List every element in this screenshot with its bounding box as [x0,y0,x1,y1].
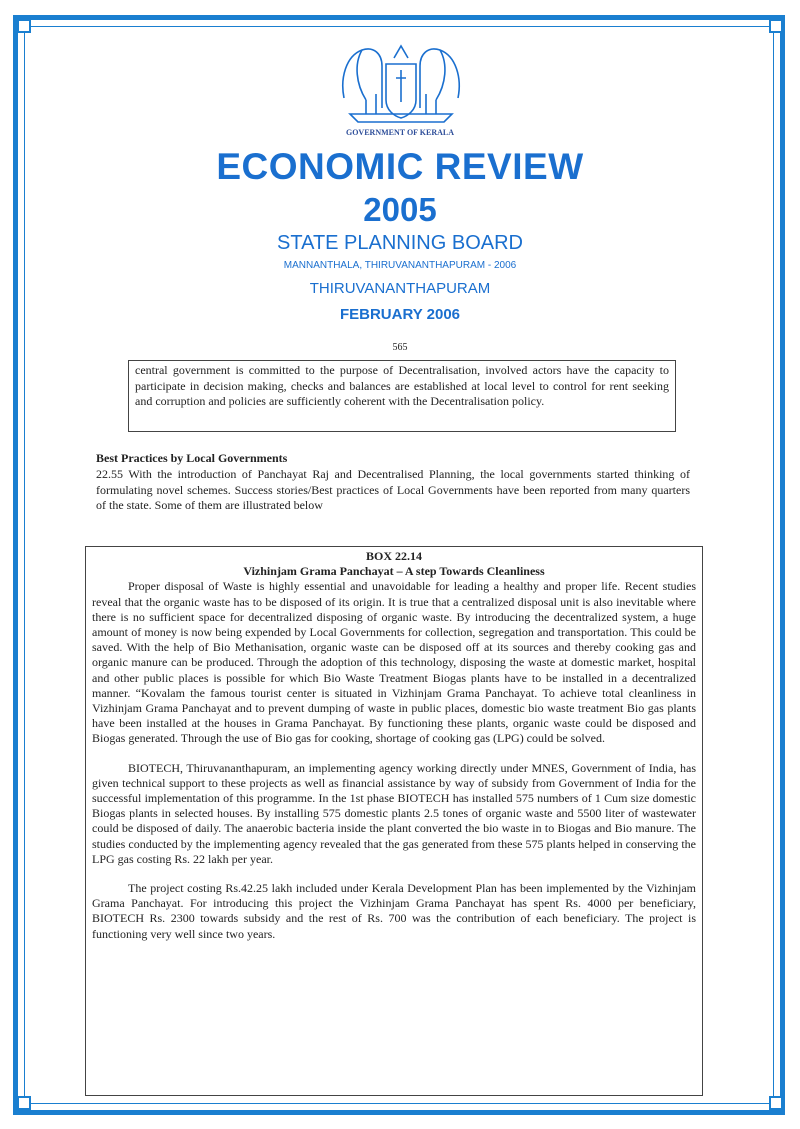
section-heading: Best Practices by Local Governments [96,451,288,465]
government-name: GOVERNMENT OF KERALA [345,128,454,137]
section-paragraph: 22.55 With the introduction of Panchayat Raj and Decentralised Planning, the local governments started thinking of formulating novel schemes. Success stories/Best practices of Local Governments have been reported from many quarters of the state. Some of them are illustrated below [96,467,690,512]
corner-ornament-bottom-right [769,1096,783,1110]
case-study-box [85,546,703,1096]
kerala-emblem-icon [336,38,466,124]
corner-ornament-bottom-left [17,1096,31,1110]
box-label: BOX 22.14 [365,549,422,563]
page-number: 565 [392,342,408,353]
box-paragraph: Proper disposal of Waste is highly essential and unavoidable for leading a healthy and proper life. Recent studies reveal that the organic waste has to be disposed of its origin. It is true that a centralized disposal unit is also inevitable where there is no sufficient space for decentralized disposing of organic waste. By introducing the decentralized system, a huge amount of money is now being expended by Local Governments for collection, segregation and transportation. This could be saved. With the help of Bio Methanisation, organic waste can be disposed off at its sources and thereby cooking gas and organic manure can be produced. Through the adoption of this technology, disposing the waste at domestic market, hospital and other public places is possible for which Bio Waste Treatment Biogas plants have to be installed in a decentralized manner. “Kovalam the famous tourist center is situated in Vizhinjam Grama Panchayat. To achieve total cleanliness in Vizhinjam Grama Panchayat and to prevent dumping of waste in public places, domestic bio waste treatment Bio gas plants have been installed at the houses in Grama Panchayat. By functioning these plants, organic waste could be disposed and Biogas generated. Through the use of Bio gas for cooking, shortage of cooking gas (LPG) could be solved. [92,579,696,746]
box-paragraph: BIOTECH, Thiruvananthapuram, an implementing agency working directly under MNES, Government of India, has given technical support to these projects as well as financial assistance by way of subsidy from Government of India for the successful implementation of this programme. In the 1st phase BIOTECH has installed 575 numbers of 1 Cum size domestic Biogas plants in selected houses. By installing 575 domestic plants 2.5 tones of organic waste and 5500 liter of wastewater could be disposed of daily. The anaerobic bacteria inside the plant converted the bio waste in to Biogas and Bio manure. The studies conducted by the implementing agency revealed that the gas generated from these 575 plants helped in conserving the LPG gas costing Rs. 22 lakh per year. [92,760,696,866]
box-title: Vizhinjam Grama Panchayat – A step Towards Cleanliness [243,564,545,579]
quote-box: central government is committed to the purpose of Decentralisation, involved actors have the capacity to participate in decision making, checks and balances are established at local level to control for rent seeking and corruption and policies are sufficiently coherent with the Decentralisation policy. [128,360,676,432]
publisher-address: MANNANTHALA, THIRUVANANTHAPURAM - 2006 [283,260,517,271]
corner-ornament-top-right [769,19,783,33]
report-title: ECONOMIC REVIEW [216,146,584,187]
publisher-city: THIRUVANANTHAPURAM [309,280,491,297]
publication-date: FEBRUARY 2006 [339,306,461,323]
box-paragraph: The project costing Rs.42.25 lakh included under Kerala Development Plan has been implemented by the Vizhinjam Grama Panchayat. For introducing this project the Vizhinjam Grama Panchayat has spent Rs. 4000 per beneficiary, BIOTECH Rs. 2300 towards subsidy and the rest of Rs. 700 was the contribution of each beneficiary. The project is functioning very well since two years. [92,881,696,941]
corner-ornament-top-left [17,19,31,33]
report-year: 2005 [363,191,437,228]
publisher-name: STATE PLANNING BOARD [277,232,523,254]
